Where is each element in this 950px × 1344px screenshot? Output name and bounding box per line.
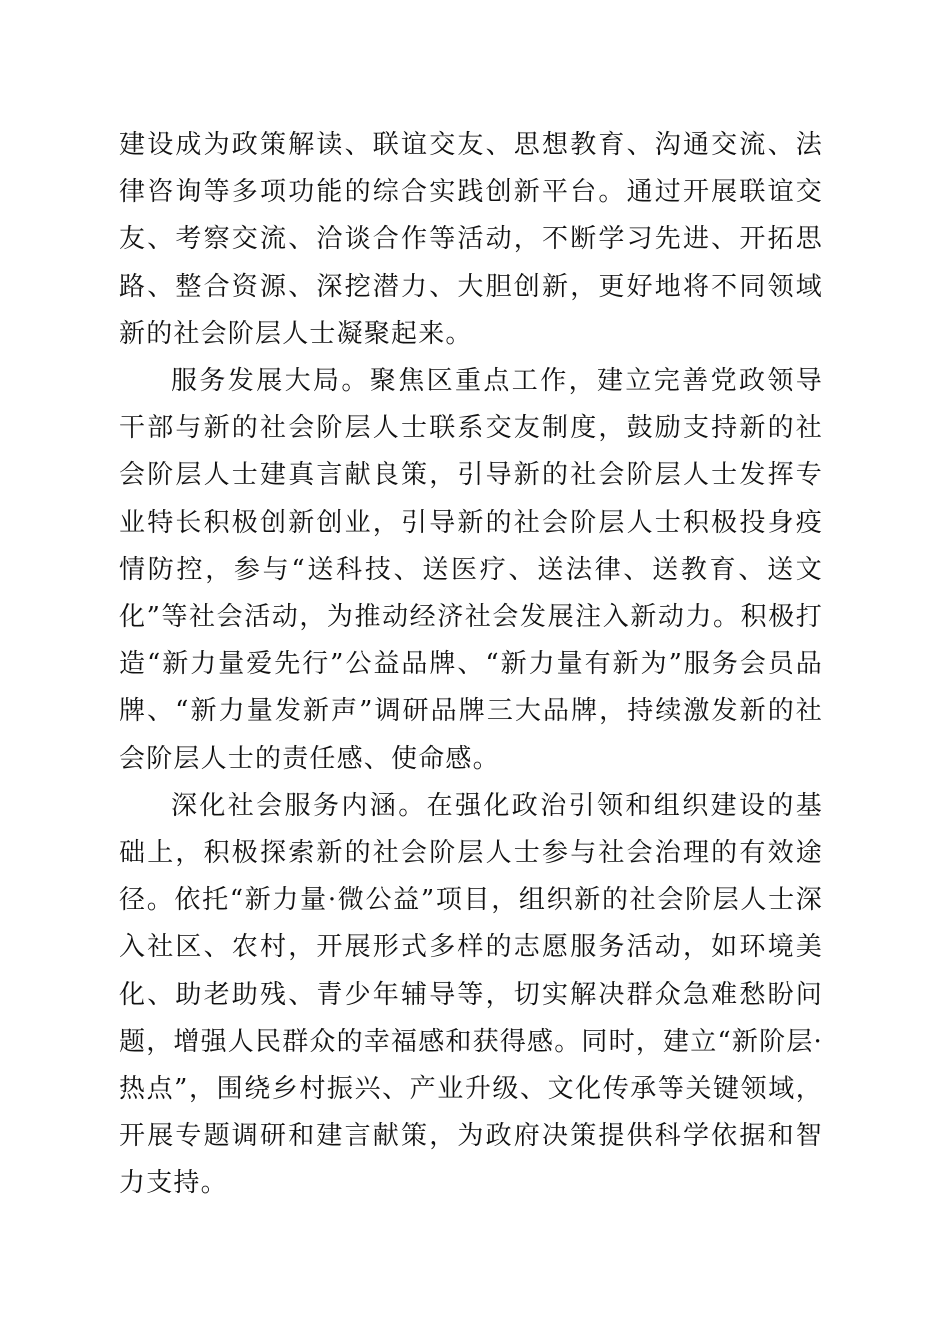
paragraph-service-development: 服务发展大局。聚焦区重点工作，建立完善党政领导干部与新的社会阶层人士联系交友制度，鼓励支持新的社会阶层人士建真言献良策，引导新的社会阶层人士发挥专业特长积极创新创业，引导新的社会阶层人士积极投身疫情防控，参与“送科技、送医疗、送法律、送教育、送文化”等社会活动，为推动经济社会发展注入新动力。积极打造“新力量爱先行”公益品牌、“新力量有新为”服务会员品牌、“新力量发新声”调研品牌三大品牌，持续激发新的社会阶层人士的责任感、使命感。 <box>119 366 823 774</box>
paragraph-social-service: 深化社会服务内涵。在强化政治引领和组织建设的基础上，积极探索新的社会阶层人士参与社会治理的有效途径。依托“新力量·微公益”项目，组织新的社会阶层人士深入社区、农村，开展形式多样的志愿服务活动，如环境美化、助老助残、青少年辅导等，切实解决群众急难愁盼问题，增强人民群众的幸福感和获得感。同时，建立“新阶层·热点”，围绕乡村振兴、产业升级、文化传承等关键领域，开展专题调研和建言献策，为政府决策提供科学依据和智力支持。 <box>119 790 823 1199</box>
paragraph-continuation: 建设成为政策解读、联谊交友、思想教育、沟通交流、法律咨询等多项功能的综合实践创新平台。通过开展联谊交友、考察交流、洽谈合作等活动，不断学习先进、开拓思路、整合资源、深挖潜力、大胆创新，更好地将不同领域新的社会阶层人士凝聚起来。 <box>119 130 823 349</box>
document-body <box>119 122 823 1208</box>
